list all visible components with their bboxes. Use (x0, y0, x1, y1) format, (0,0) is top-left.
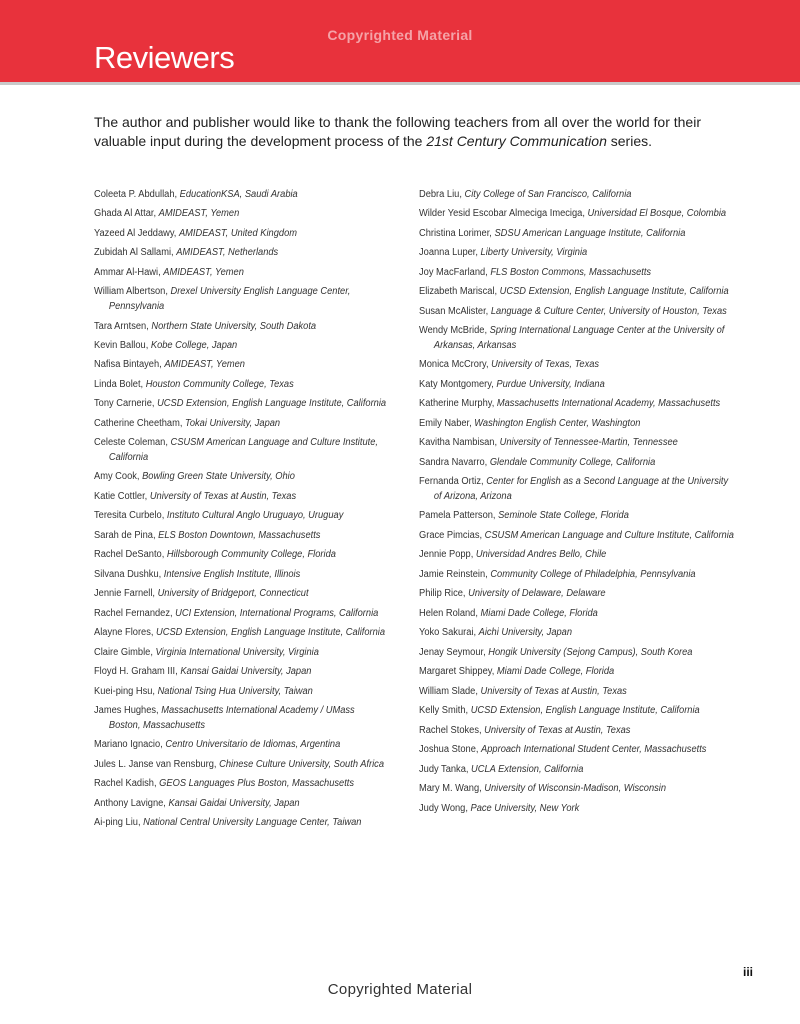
reviewer-institution: Miami Dade College, Florida (480, 607, 598, 619)
reviewer-entry (419, 207, 735, 222)
reviewer-institution: FLS Boston Commons, Massachusetts (490, 266, 652, 278)
reviewer-name: Zubidah Al Sallami, (94, 247, 174, 259)
reviewer-entry (94, 266, 387, 281)
reviewer-name: Claire Gimble, (94, 646, 153, 658)
reviewer-entry (419, 782, 735, 797)
reviewer-entry (94, 378, 387, 393)
reviewer-entry (94, 188, 387, 203)
reviewer-name: Debra Liu, (419, 189, 462, 200)
reviewer-institution: Universidad Andres Bello, Chile (475, 549, 607, 561)
reviewer-name: Anthony Lavigne, (94, 797, 166, 809)
reviewer-institution: CSUSM American Language and Culture Institute, California (108, 437, 378, 463)
reviewer-institution: Kobe College, Japan (150, 339, 238, 351)
reviewer-name: Teresita Curbelo, (94, 510, 165, 522)
reviewer-entry (94, 738, 387, 753)
reviewer-entry (419, 763, 735, 778)
reviewer-name: Jamie Reinstein, (419, 568, 488, 580)
reviewer-entry (94, 397, 387, 412)
reviewer-institution: Bowling Green State University, Ohio (142, 471, 295, 483)
reviewer-entry (94, 339, 387, 354)
reviewer-institution: Centro Universitario de Idiomas, Argentina (165, 739, 341, 751)
reviewer-name: Katie Cottler, (94, 490, 148, 502)
reviewer-entry (419, 285, 735, 300)
series-title: 21st Century Communication (426, 133, 607, 149)
reviewer-institution: EducationKSA, Saudi Arabia (179, 189, 298, 200)
reviewer-institution: University of Texas at Austin, Texas (480, 685, 627, 697)
reviewer-institution: AMIDEAST, Yemen (158, 208, 240, 220)
reviewer-entry (419, 436, 735, 451)
watermark-bottom: Copyrighted Material (327, 981, 473, 998)
reviewer-name: Nafisa Bintayeh, (94, 359, 162, 371)
reviewer-entry (419, 358, 735, 373)
reviewer-entry (94, 227, 387, 242)
header-banner (0, 0, 800, 85)
reviewer-entry (419, 509, 735, 524)
reviewer-entry (94, 490, 387, 505)
reviewer-entry (419, 246, 735, 261)
reviewer-institution: University of Wisconsin-Madison, Wisconsin (484, 783, 667, 795)
reviewer-list-right (419, 188, 735, 821)
reviewer-institution: University of Texas at Austin, Texas (484, 724, 631, 736)
reviewer-institution: Kansai Gaidai University, Japan (180, 666, 312, 678)
reviewer-name: William Slade, (419, 685, 478, 697)
reviewer-institution: Seminole State College, Florida (498, 510, 629, 522)
intro-text: The author and publisher would like to thank the following teachers from all over the world for their valuable input during the development process of the (94, 114, 701, 149)
reviewer-name: Judy Wong, (419, 802, 468, 814)
reviewer-institution: Virginia International University, Virginia (155, 646, 319, 658)
reviewer-name: Wendy McBride, (419, 325, 488, 337)
reviewer-entry (94, 529, 387, 544)
reviewer-name: Alayne Flores, (94, 627, 154, 639)
reviewer-entry (94, 797, 387, 812)
reviewer-name: William Albertson, (94, 286, 168, 298)
reviewer-entry (419, 626, 735, 641)
reviewer-name: Fernanda Ortiz, (419, 476, 484, 488)
reviewer-name: Grace Pimcias, (419, 529, 483, 541)
reviewer-entry (94, 285, 387, 314)
reviewer-name: Mariano Ignacio, (94, 739, 163, 751)
reviewer-entry (94, 816, 387, 831)
reviewer-entry (94, 685, 387, 700)
reviewer-name: Amy Cook, (94, 471, 140, 483)
intro-end: series. (606, 133, 652, 149)
reviewer-entry (94, 470, 387, 485)
reviewer-name: Helen Roland, (419, 607, 478, 619)
reviewer-name: Mary M. Wang, (419, 783, 482, 795)
reviewer-entry (419, 646, 735, 661)
reviewer-entry (94, 320, 387, 335)
reviewer-name: Jennie Popp, (419, 549, 474, 561)
reviewer-institution: Aichi University, Japan (478, 627, 573, 639)
reviewer-name: Wilder Yesid Escobar Almeciga Imeciga, (419, 208, 585, 220)
reviewer-institution: ELS Boston Downtown, Massachusetts (158, 529, 321, 541)
reviewer-institution: University of Texas, Texas (491, 359, 600, 371)
reviewer-institution: Instituto Cultural Anglo Uruguayo, Uruguay (166, 510, 344, 522)
reviewer-name: Sarah de Pina, (94, 529, 156, 541)
reviewer-name: Elizabeth Mariscal, (419, 286, 498, 298)
reviewer-name: Floyd H. Graham III, (94, 666, 178, 678)
reviewer-entry (94, 509, 387, 524)
reviewer-name: Kevin Ballou, (94, 339, 149, 351)
page-number: iii (743, 965, 754, 979)
reviewer-entry (419, 475, 735, 504)
reviewer-entry (419, 266, 735, 281)
reviewer-name: Jenay Seymour, (419, 646, 486, 658)
watermark-top: Copyrighted Material (327, 27, 473, 43)
reviewer-institution: Washington English Center, Washington (474, 417, 641, 429)
reviewer-entry (94, 758, 387, 773)
reviewer-entry (94, 665, 387, 680)
reviewer-institution: Massachusetts International Academy, Massachusetts (496, 398, 721, 410)
reviewer-entry (94, 548, 387, 563)
reviewer-entry (419, 378, 735, 393)
reviewer-entry (94, 626, 387, 641)
reviewer-entry (419, 188, 735, 203)
reviewer-name: Rachel Stokes, (419, 724, 482, 736)
reviewer-institution: University of Bridgeport, Connecticut (157, 588, 309, 600)
reviewer-name: Tara Arntsen, (94, 320, 149, 332)
reviewer-institution: UCI Extension, International Programs, California (175, 607, 379, 619)
reviewer-institution: UCSD Extension, English Language Institute, California (156, 627, 386, 639)
reviewer-name: Rachel Fernandez, (94, 607, 173, 619)
reviewer-name: Katy Montgomery, (419, 378, 494, 390)
reviewer-institution: Pace University, New York (470, 802, 580, 814)
reviewer-institution: CSUSM American Language and Culture Institute, California (484, 529, 734, 541)
reviewer-entry (419, 548, 735, 563)
reviewer-entry (419, 724, 735, 739)
reviewer-name: Rachel Kadish, (94, 778, 157, 790)
reviewer-name: Silvana Dushku, (94, 568, 162, 580)
reviewer-entry (419, 607, 735, 622)
reviewer-name: Pamela Patterson, (419, 510, 496, 522)
reviewer-institution: Tokai University, Japan (184, 417, 281, 429)
reviewer-entry (419, 456, 735, 471)
reviewer-entry (94, 777, 387, 792)
reviewer-name: Tony Carnerie, (94, 398, 155, 410)
reviewer-entry (94, 417, 387, 432)
reviewer-name: Christina Lorimer, (419, 227, 492, 239)
reviewer-entry (94, 436, 387, 465)
reviewer-entry (419, 704, 735, 719)
reviewer-institution: Universidad El Bosque, Colombia (587, 208, 727, 220)
reviewer-name: Katherine Murphy, (419, 398, 495, 410)
reviewer-institution: Approach International Student Center, Massachusetts (481, 744, 707, 756)
reviewer-institution: Language & Culture Center, University of Houston, Texas (490, 305, 727, 317)
reviewer-name: Ai-ping Liu, (94, 817, 141, 829)
reviewer-name: Joshua Stone, (419, 744, 479, 756)
reviewer-name: Joy MacFarland, (419, 266, 488, 278)
reviewer-entry (419, 587, 735, 602)
reviewer-entry (94, 607, 387, 622)
reviewer-institution: UCLA Extension, California (471, 763, 584, 775)
reviewer-institution: National Tsing Hua University, Taiwan (157, 685, 313, 697)
reviewer-entry (419, 227, 735, 242)
reviewer-institution: GEOS Languages Plus Boston, Massachusetts (159, 778, 355, 790)
reviewer-entry (419, 529, 735, 544)
reviewer-entry (94, 646, 387, 661)
reviewer-name: Philip Rice, (419, 588, 466, 600)
reviewer-entry (419, 397, 735, 412)
reviewer-institution: Hillsborough Community College, Florida (166, 549, 336, 561)
reviewer-entry (94, 246, 387, 261)
reviewer-name: Margaret Shippey, (419, 666, 495, 678)
reviewer-institution: UCSD Extension, English Language Institute, California (157, 398, 387, 410)
reviewer-entry (94, 704, 387, 733)
reviewer-entry (419, 665, 735, 680)
reviewer-list-left (94, 188, 387, 836)
reviewer-name: Kavitha Nambisan, (419, 437, 498, 449)
reviewer-name: Susan McAlister, (419, 305, 489, 317)
reviewer-name: Jules L. Janse van Rensburg, (94, 758, 217, 770)
reviewer-institution: AMIDEAST, Netherlands (176, 247, 279, 259)
reviewer-institution: Hongik University (Sejong Campus), South Korea (488, 646, 693, 658)
reviewer-institution: Purdue University, Indiana (496, 378, 605, 390)
reviewer-institution: UCSD Extension, English Language Institute, California (499, 286, 729, 298)
reviewer-name: Ghada Al Attar, (94, 208, 157, 220)
reviewer-entry (419, 417, 735, 432)
reviewer-entry (419, 324, 735, 353)
reviewer-name: James Hughes, (94, 705, 159, 717)
reviewer-name: Catherine Cheetham, (94, 417, 183, 429)
reviewer-entry (419, 685, 735, 700)
reviewer-institution: UCSD Extension, English Language Institute, California (470, 705, 700, 717)
reviewer-name: Linda Bolet, (94, 378, 144, 390)
reviewer-institution: National Central University Language Center, Taiwan (143, 817, 362, 829)
reviewer-entry (419, 802, 735, 817)
reviewer-institution: City College of San Francisco, California (464, 189, 632, 200)
reviewer-name: Judy Tanka, (419, 763, 469, 775)
reviewer-entry (94, 207, 387, 222)
reviewer-entry (419, 743, 735, 758)
reviewer-institution: Center for English as a Second Language at the University of Arizona, Arizona (433, 476, 729, 502)
reviewer-institution: SDSU American Language Institute, California (494, 227, 686, 239)
reviewer-institution: Chinese Culture University, South Africa (219, 758, 385, 770)
reviewer-name: Kelly Smith, (419, 705, 469, 717)
reviewer-name: Jennie Farnell, (94, 588, 156, 600)
reviewer-institution: AMIDEAST, Yemen (163, 266, 244, 278)
page-title: Reviewers (94, 40, 235, 75)
reviewer-institution: University of Delaware, Delaware (468, 588, 606, 600)
reviewer-name: Joanna Luper, (419, 247, 478, 259)
reviewer-name: Rachel DeSanto, (94, 549, 165, 561)
reviewer-entry (94, 358, 387, 373)
reviewer-entry (419, 305, 735, 320)
reviewer-name: Emily Naber, (419, 417, 472, 429)
reviewer-entry (94, 587, 387, 602)
reviewer-name: Kuei-ping Hsu, (94, 685, 156, 697)
reviewer-name: Monica McCrory, (419, 359, 489, 371)
reviewer-institution: Houston Community College, Texas (145, 378, 294, 390)
reviewer-institution: University of Texas at Austin, Texas (149, 490, 297, 502)
reviewer-institution: Northern State University, South Dakota (151, 320, 317, 332)
reviewer-name: Ammar Al-Hawi, (94, 266, 161, 278)
reviewer-institution: AMIDEAST, United Kingdom (178, 227, 298, 239)
intro-paragraph (94, 113, 714, 151)
reviewer-institution: Massachusetts International Academy / UMass Boston, Massachusetts (108, 705, 355, 731)
reviewer-name: Coleeta P. Abdullah, (94, 189, 178, 200)
reviewer-institution: Intensive English Institute, Illinois (163, 568, 301, 580)
reviewer-institution: University of Tennessee-Martin, Tennessee (499, 437, 678, 449)
reviewer-entry (419, 568, 735, 583)
reviewer-institution: Miami Dade College, Florida (496, 666, 615, 678)
reviewer-institution: Drexel University English Language Center, Pennsylvania (108, 286, 351, 313)
reviewer-entry (94, 568, 387, 583)
reviewer-institution: Spring International Language Center at the University of Arkansas, Arkansas (433, 325, 725, 351)
reviewer-name: Celeste Coleman, (94, 437, 168, 449)
reviewer-name: Sandra Navarro, (419, 456, 488, 468)
reviewer-name: Yoko Sakurai, (419, 627, 477, 639)
reviewer-institution: Liberty University, Virginia (480, 247, 588, 259)
reviewer-institution: Kansai Gaidai University, Japan (168, 797, 300, 809)
reviewer-institution: Glendale Community College, California (489, 456, 656, 468)
reviewer-institution: Community College of Philadelphia, Pennsylvania (490, 568, 696, 580)
reviewer-institution: AMIDEAST, Yemen (164, 359, 245, 371)
reviewer-name: Yazeed Al Jeddawy, (94, 227, 177, 239)
